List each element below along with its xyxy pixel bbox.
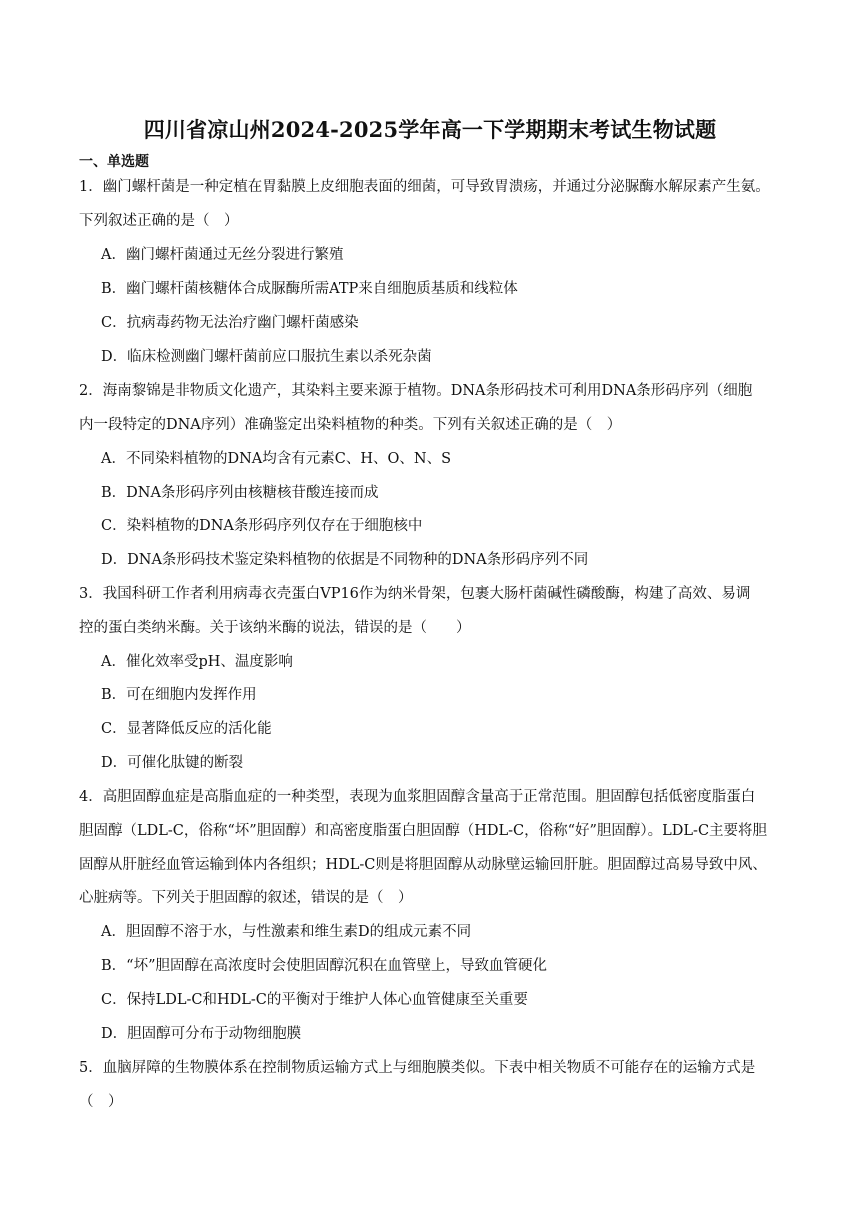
question-4-line-1: 4．高胆固醇血症是高脂血症的一种类型，表现为血浆胆固醇含量高于正常范围。胆固醇包括低密度脂蛋白 [79, 789, 756, 805]
question-4-option-c: C．保持LDL-C和HDL-C的平衡对于维护人体心血管健康至关重要 [101, 992, 528, 1008]
question-1-option-a: A．幽门螺杆菌通过无丝分裂进行繁殖 [101, 247, 344, 263]
question-4-option-a: A．胆固醇不溶于水，与性激素和维生素D的组成元素不同 [101, 924, 472, 940]
question-5-line-2: （ ） [79, 1094, 123, 1110]
question-3-line-2: 控的蛋白类纳米酶。关于该纳米酶的说法，错误的是（ ） [79, 620, 471, 636]
question-2-option-a: A．不同染料植物的DNA均含有元素C、H、O、N、S [101, 451, 452, 467]
question-4-option-b: B．“坏”胆固醇在高浓度时会使胆固醇沉积在血管壁上，导致血管硬化 [101, 958, 547, 974]
question-2-option-c: C．染料植物的DNA条形码序列仅存在于细胞核中 [101, 518, 423, 534]
question-3-option-b: B．可在细胞内发挥作用 [101, 687, 257, 703]
question-4-line-3: 固醇从肝脏经血管运输到体内各组织；HDL-C则是将胆固醇从动脉壁运输回肝脏。胆固醇过高易导致中风、 [79, 857, 767, 873]
question-1-option-b: B．幽门螺杆菌核糖体合成脲酶所需ATP来自细胞质基质和线粒体 [101, 281, 518, 297]
section-heading: 一、单选题 [79, 154, 149, 170]
question-1-option-d: D．临床检测幽门螺杆菌前应口服抗生素以杀死杂菌 [101, 349, 432, 365]
question-2-line-2: 内一段特定的DNA序列）准确鉴定出染料植物的种类。下列有关叙述正确的是（ ） [79, 417, 622, 433]
question-2-line-1: 2．海南黎锦是非物质文化遗产，其染料主要来源于植物。DNA条形码技术可利用DNA条形码序列（细胞 [79, 383, 753, 399]
question-1-line-2: 下列叙述正确的是（ ） [79, 213, 239, 229]
question-4-line-2: 胆固醇（LDL-C，俗称“坏”胆固醇）和高密度脂蛋白胆固醇（HDL-C，俗称“好”胆固醇）。LDL-C主要将胆 [79, 823, 768, 839]
question-3-option-d: D．可催化肽键的断裂 [101, 755, 244, 771]
question-3-line-1: 3．我国科研工作者利用病毒衣壳蛋白VP16作为纳米骨架，包裹大肠杆菌碱性磷酸酶，构建了高效、易调 [79, 586, 751, 602]
question-1-option-c: C．抗病毒药物无法治疗幽门螺杆菌感染 [101, 315, 359, 331]
question-3-option-a: A．催化效率受pH、温度影响 [101, 654, 293, 670]
question-2-option-b: B．DNA条形码序列由核糖核苷酸连接而成 [101, 485, 379, 501]
question-1-line-1: 1．幽门螺杆菌是一种定植在胃黏膜上皮细胞表面的细菌，可导致胃溃疡，并通过分泌脲酶水解尿素产生氨。 [79, 179, 770, 195]
page-title: 四川省凉山州2024-2025学年高一下学期期末考试生物试题 [143, 117, 717, 142]
question-5-line-1: 5．血脑屏障的生物膜体系在控制物质运输方式上与细胞膜类似。下表中相关物质不可能存在的运输方式是 [79, 1060, 756, 1076]
question-3-option-c: C．显著降低反应的活化能 [101, 721, 272, 737]
question-4-line-4: 心脏病等。下列关于胆固醇的叙述，错误的是（ ） [79, 890, 413, 906]
question-2-option-d: D．DNA条形码技术鉴定染料植物的依据是不同物种的DNA条形码序列不同 [101, 552, 589, 568]
question-4-option-d: D．胆固醇可分布于动物细胞膜 [101, 1026, 302, 1042]
